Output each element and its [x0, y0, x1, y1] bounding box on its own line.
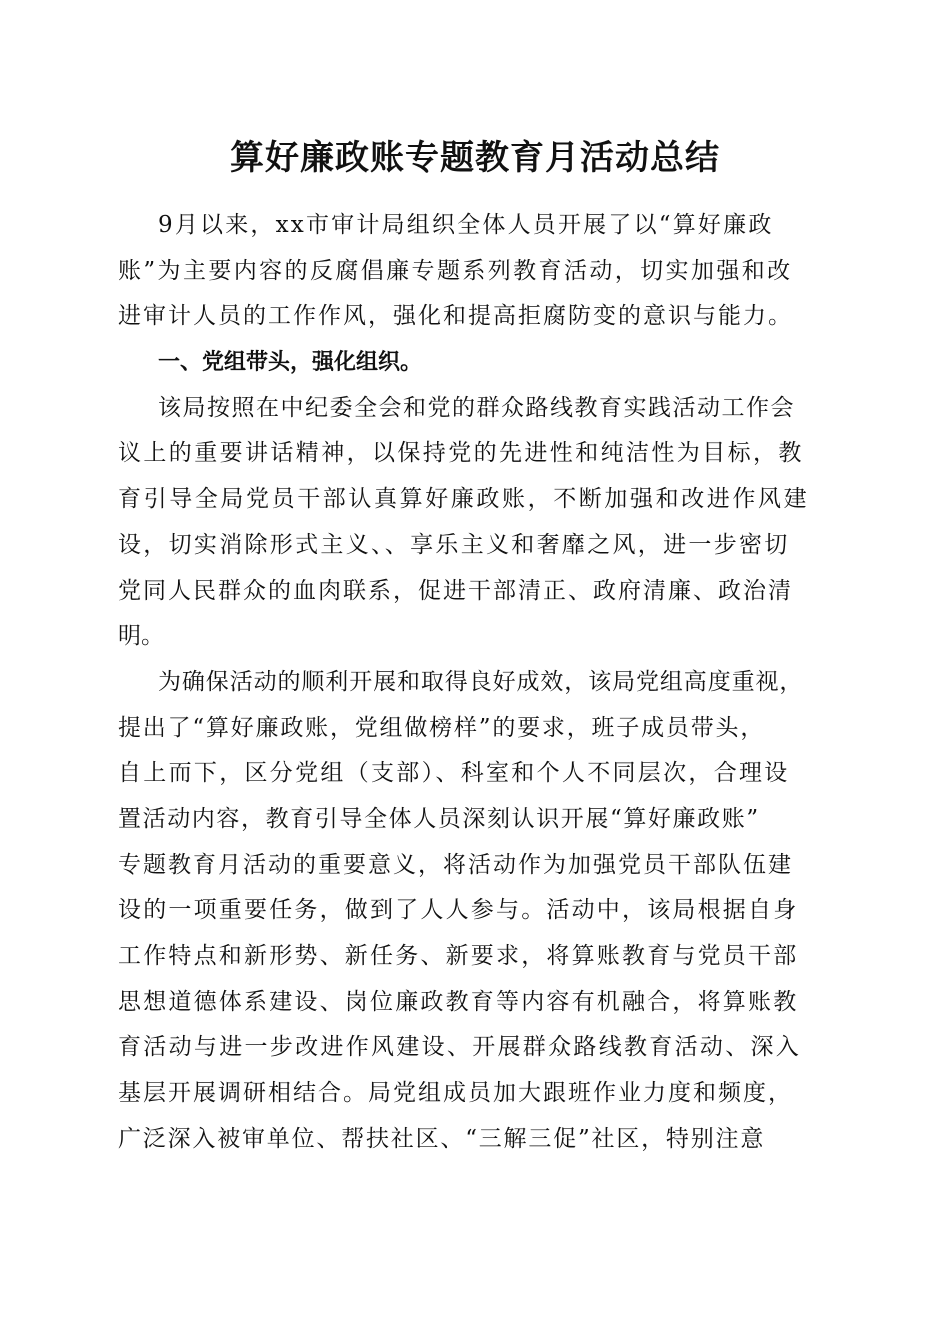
section-heading: 一、党组带头，强化组织。	[158, 350, 423, 376]
paragraph-line: 党同人民群众的血肉联系，促进干部清正、政府清廉、政治清	[118, 577, 793, 604]
paragraph-line: 议上的重要讲话精神，以保持党的先进性和纯洁性为目标，教	[118, 440, 804, 467]
paragraph-line: 自上而下，区分党组（支部）、科室和个人不同层次，合理设	[118, 760, 790, 787]
paragraph-line: 为确保活动的顺利开展和取得良好成效，该局党组高度重视，	[158, 668, 804, 695]
paragraph-line: 进审计人员的工作作风，强化和提高拒腐防变的意识与能力。	[118, 303, 793, 330]
paragraph-line: 提出了“算好廉政账，党组做榜样”的要求，班子成员带头，	[118, 714, 766, 741]
document-title: 算好廉政账专题教育月活动总结	[230, 138, 720, 178]
paragraph-line: 思想道德体系建设、岗位廉政教育等内容有机融合，将算账教	[118, 988, 799, 1015]
paragraph-line: 工作特点和新形势、新任务、新要求，将算账教育与党员干部	[118, 943, 799, 969]
paragraph-line: 专题教育月活动的重要意义，将活动作为加强党员干部队伍建	[118, 851, 793, 878]
paragraph-line: 育引导全局党员干部认真算好廉政账，不断加强和改进作风建	[118, 486, 810, 513]
paragraph-line: 设的一项重要任务，做到了人人参与。活动中，该局根据自身	[118, 897, 799, 924]
paragraph-line: 账”为主要内容的反腐倡廉专题系列教育活动，切实加强和改	[118, 257, 793, 284]
paragraph-line: 广泛深入被审单位、帮扶社区、“三解三促”社区，特别注意	[118, 1125, 766, 1152]
paragraph-line: 置活动内容，教育引导全体人员深刻认识开展“算好廉政账”	[118, 805, 760, 832]
paragraph-line: 设，切实消除形式主义、、享乐主义和奢靡之风，进一步密切	[118, 531, 790, 558]
paragraph-line: 该局按照在中纪委全会和党的群众路线教育实践活动工作会	[158, 394, 795, 421]
document-body	[118, 203, 832, 1162]
paragraph-line: 基层开展调研相结合。局党组成员加大跟班作业力度和频度，	[118, 1080, 793, 1107]
paragraph-line: 明。	[118, 623, 164, 650]
paragraph-line: 育活动与进一步改进作风建设、开展群众路线教育活动、深入	[118, 1034, 802, 1061]
paragraph-line: 9月以来，xx市审计局组织全体人员开展了以“算好廉政	[158, 212, 774, 238]
